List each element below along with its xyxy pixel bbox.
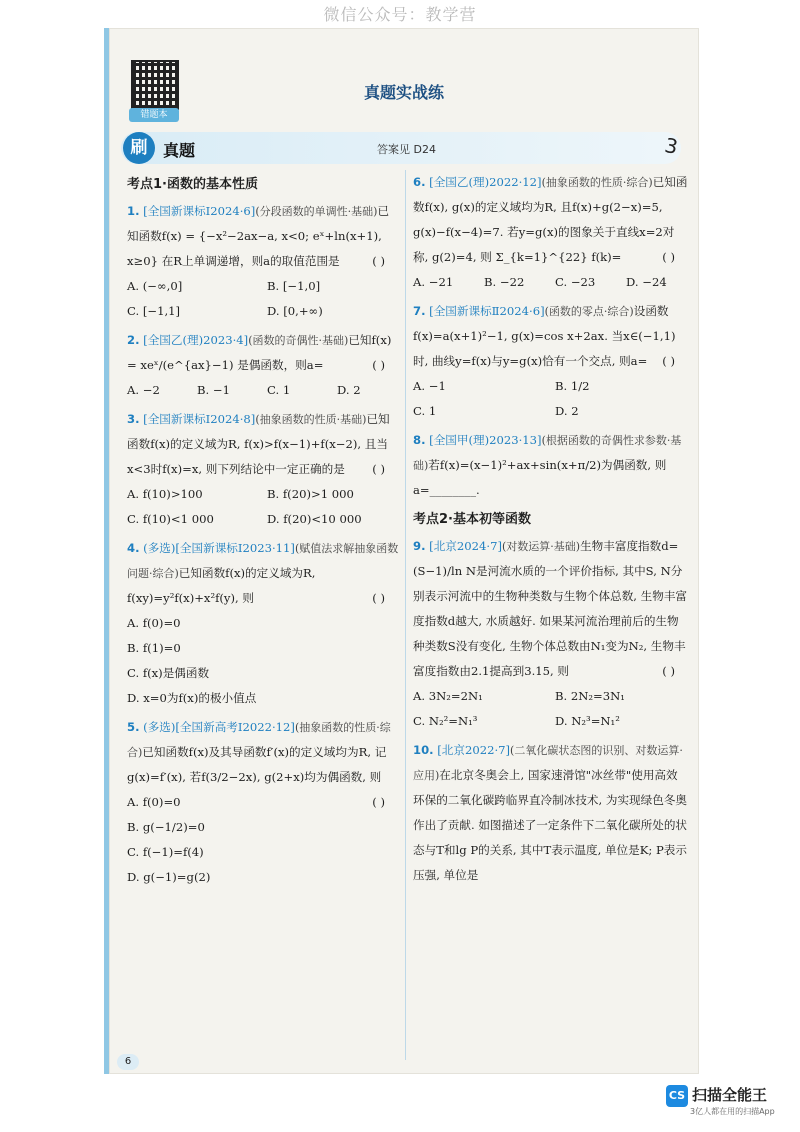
option-item: B. −1 bbox=[197, 383, 230, 397]
scanner-logo-icon: CS bbox=[666, 1085, 688, 1107]
options bbox=[127, 790, 372, 890]
answer-blank: ( ) bbox=[372, 254, 385, 268]
question-text: 已知函数f(x), g(x)的定义域均为R, 且f(x)+g(2−x)=5, g(x)−f(x−4)=7. 若y=g(x)的图象关于直线x=2对称, g(2)=4, 则 Σ_{k=1}^{22} f(k)= bbox=[413, 175, 688, 264]
question-source: [全国甲(理)2023·13] bbox=[429, 433, 542, 447]
question-stem bbox=[413, 170, 689, 270]
answer-blank: ( ) bbox=[372, 795, 385, 809]
question-text: 已知函数f(x)的定义域为R, f(xy)=y²f(x)+x²f(y), 则 bbox=[127, 566, 316, 605]
question-number: 10. bbox=[413, 743, 434, 757]
question-number: 7. bbox=[413, 304, 426, 318]
qr-label: 错题本 bbox=[129, 108, 179, 122]
question-number: 2. bbox=[127, 333, 140, 347]
question-stem bbox=[413, 738, 689, 888]
question-text: 在北京冬奥会上, 国家速滑馆"冰丝带"使用高效环保的二氧化碳跨临界直冷制冰技术, 为实现绿色冬奥作出了贡献. 如图描述了一定条件下二氧化碳所处的状态与T和lg P的关系, 其中T表示温度, 单位是K; P表示压强, 单位是 bbox=[413, 768, 688, 882]
question-number: 8. bbox=[413, 433, 426, 447]
question-number: 9. bbox=[413, 539, 426, 553]
question-source: [全国新课标Ⅰ2024·8] bbox=[143, 412, 256, 426]
option-item: A. −1 bbox=[413, 379, 446, 393]
question bbox=[413, 738, 689, 888]
options bbox=[413, 684, 689, 734]
column-divider bbox=[405, 170, 406, 1060]
question-tag: (函数的奇偶性·基础) bbox=[248, 334, 349, 347]
question-number: 4. bbox=[127, 541, 140, 555]
option-item: C. −23 bbox=[555, 275, 596, 289]
page-number: 6 bbox=[117, 1054, 139, 1070]
question-tag: (抽象函数的性质·基础) bbox=[255, 413, 367, 426]
answer-blank: ( ) bbox=[662, 354, 675, 368]
question-source: [全国新课标Ⅰ2024·6] bbox=[143, 204, 256, 218]
option-item: D. g(−1)=g(2) bbox=[127, 870, 211, 884]
answer-blank: ( ) bbox=[372, 462, 385, 476]
question bbox=[413, 299, 689, 424]
top-watermark: 微信公众号：教学营 bbox=[323, 5, 477, 24]
option-item: A. −2 bbox=[127, 383, 160, 397]
question bbox=[413, 170, 689, 295]
question-source: [北京2024·7] bbox=[429, 539, 502, 553]
answer-blank: ( ) bbox=[662, 664, 675, 678]
question-source: (多选)[全国新高考Ⅰ2022·12] bbox=[143, 720, 295, 734]
question-tag: (二氧化碳状态图的识别、对数运算·应用) bbox=[413, 744, 683, 782]
question-number: 3. bbox=[127, 412, 140, 426]
question-tag: (对数运算·基础) bbox=[501, 540, 581, 553]
answer-blank: ( ) bbox=[662, 250, 675, 264]
option-item: B. g(−1/2)=0 bbox=[127, 820, 205, 834]
option-item: D. N₂³=N₁² bbox=[555, 714, 620, 728]
question bbox=[127, 715, 399, 890]
option-item: B. f(20)>1 000 bbox=[267, 487, 354, 501]
option-item: D. f(20)<10 000 bbox=[267, 512, 362, 526]
option-item: C. 1 bbox=[413, 404, 437, 418]
question-number: 6. bbox=[413, 175, 426, 189]
left-question-list bbox=[127, 199, 399, 890]
answer-blank: ( ) bbox=[372, 591, 385, 605]
question-source: [全国乙(理)2023·4] bbox=[143, 333, 249, 347]
question bbox=[127, 407, 399, 532]
question-text: 已知函数f(x)的定义域为R, f(x)>f(x−1)+f(x−2), 且当x<3时f(x)=x, 则下列结论中一定正确的是 bbox=[127, 412, 390, 476]
question-number: 1. bbox=[127, 204, 140, 218]
option-item: D. [0,+∞) bbox=[267, 304, 323, 318]
question bbox=[127, 328, 399, 403]
right-question-list-a bbox=[413, 170, 689, 503]
answer-reference: 答案见 D24 bbox=[377, 143, 436, 156]
page-title: 真题实战练 bbox=[363, 83, 444, 102]
topic-heading-1: 考点1·函数的基本性质 bbox=[127, 177, 258, 192]
question bbox=[127, 199, 399, 324]
section-badge: 刷 bbox=[123, 132, 155, 164]
question-number: 5. bbox=[127, 720, 140, 734]
option-item: C. f(−1)=f(4) bbox=[127, 845, 204, 859]
options bbox=[413, 374, 689, 424]
question-tag: (抽象函数的性质·综合) bbox=[127, 721, 391, 759]
question-tag: (根据函数的奇偶性求参数·基础) bbox=[413, 434, 682, 472]
question-text: 已知f(x) = xeˣ/(e^{ax}−1) 是偶函数，则a= bbox=[127, 333, 392, 372]
option-item: C. 1 bbox=[267, 383, 291, 397]
option-item: A. 3N₂=2N₁ bbox=[413, 689, 483, 703]
option-item: D. −24 bbox=[626, 275, 667, 289]
option-item: A. f(10)>100 bbox=[127, 487, 203, 501]
question-stem bbox=[413, 299, 689, 374]
option-item: C. f(10)<1 000 bbox=[127, 512, 214, 526]
question-tag: (抽象函数的性质·综合) bbox=[541, 176, 653, 189]
question-tag: (赋值法求解抽象函数问题·综合) bbox=[127, 542, 399, 580]
option-item: D. x=0为f(x)的极小值点 bbox=[127, 691, 257, 705]
option-item: B. f(1)=0 bbox=[127, 641, 181, 655]
option-item: A. f(0)=0 bbox=[127, 795, 181, 809]
option-item: C. N₂²=N₁³ bbox=[413, 714, 478, 728]
question-stem bbox=[413, 534, 689, 684]
option-item: C. f(x)是偶函数 bbox=[127, 666, 210, 680]
question-source: [全国乙(理)2022·12] bbox=[429, 175, 542, 189]
option-item: B. [−1,0] bbox=[267, 279, 321, 293]
scanner-tagline: 3亿人都在用的扫描App bbox=[690, 1107, 775, 1116]
question-text: 设函数f(x)=a(x+1)²−1, g(x)=cos x+2ax. 当x∈(−1,1)时, 曲线y=f(x)与y=g(x)恰有一个交点, 则a= bbox=[413, 304, 676, 368]
question-text: 生物丰富度指数d=(S−1)/ln N是河流水质的一个评价指标, 其中S, N分别表示河流中的生物种类数与生物个体总数, 生物丰富度指数d越大, 水质越好. 如果某河流治理前后的生物种类数S没有变化, 生物个体总数由N₁变为N₂, 生物丰富度指数由2.1提高到3.15, 则 bbox=[413, 539, 688, 678]
question-tag: (分段函数的单调性·基础) bbox=[255, 205, 378, 218]
question-source: [全国新课标Ⅱ2024·6] bbox=[429, 304, 545, 318]
question bbox=[127, 536, 399, 711]
options bbox=[127, 611, 399, 711]
option-item: C. [−1,1] bbox=[127, 304, 181, 318]
question-source: (多选)[全国新课标Ⅰ2023·11] bbox=[143, 541, 295, 555]
question-stem bbox=[127, 199, 399, 274]
option-item: B. −22 bbox=[484, 275, 525, 289]
question-text: 若f(x)=(x−1)²+ax+sin(x+π/2)为偶函数, 则a=________. bbox=[413, 458, 667, 497]
option-item: D. 2 bbox=[555, 404, 579, 418]
left-column bbox=[127, 170, 399, 894]
option-item: A. −21 bbox=[413, 275, 454, 289]
option-item: A. (−∞,0] bbox=[127, 279, 183, 293]
option-item: A. f(0)=0 bbox=[127, 616, 181, 630]
question-stem bbox=[127, 328, 399, 378]
option-item: B. 1/2 bbox=[555, 379, 590, 393]
question-stem bbox=[127, 536, 399, 611]
question-stem bbox=[127, 407, 399, 482]
question-stem bbox=[413, 428, 689, 503]
options bbox=[127, 274, 399, 324]
question-text: 已知函数f(x)及其导函数f′(x)的定义域均为R, 记g(x)=f′(x), 若f(3/2−2x), g(2+x)均为偶函数, 则 bbox=[127, 745, 387, 784]
textbook-page bbox=[104, 28, 699, 1074]
option-item: D. 2 bbox=[337, 383, 361, 397]
options bbox=[413, 270, 689, 295]
question-source: [北京2022·7] bbox=[437, 743, 511, 757]
options bbox=[127, 482, 399, 532]
answer-blank: ( ) bbox=[372, 358, 385, 372]
question bbox=[413, 534, 689, 734]
options bbox=[127, 378, 399, 403]
handwritten-mark: 3 bbox=[662, 132, 681, 160]
right-column bbox=[413, 170, 689, 892]
right-question-list-b bbox=[413, 534, 689, 888]
option-item: B. 2N₂=3N₁ bbox=[555, 689, 625, 703]
question bbox=[413, 428, 689, 503]
question-text: 已知函数f(x) = {−x²−2ax−a, x<0; eˣ+ln(x+1), x≥0} 在R上单调递增，则a的取值范围是 bbox=[127, 204, 390, 268]
section-title: 真题 bbox=[163, 141, 196, 160]
scanner-app-name: 扫描全能王 bbox=[692, 1086, 768, 1104]
topic-heading-2: 考点2·基本初等函数 bbox=[413, 512, 531, 527]
question-tag: (函数的零点·综合) bbox=[544, 305, 634, 318]
